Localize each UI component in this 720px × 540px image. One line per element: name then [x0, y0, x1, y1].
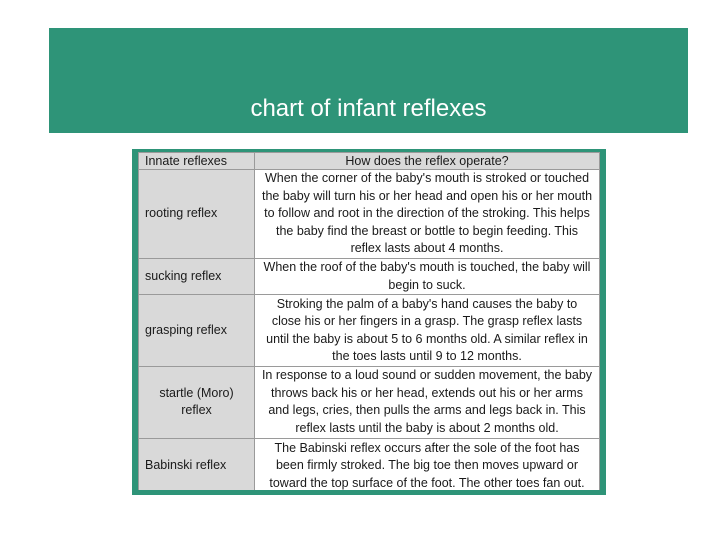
reflex-name-line: startle (Moro) [159, 385, 234, 400]
description-line: and legs, cries, then pulls the arms and legs back in. This [268, 403, 586, 418]
reflex-table [138, 152, 600, 490]
reflex-description [255, 295, 600, 367]
description-line: In response to a loud sound or sudden movement, the baby [261, 368, 593, 383]
reflex-description [255, 259, 600, 295]
description-line: reflex lasts until the baby is about 2 months old. [295, 420, 559, 435]
reflex-name-line: reflex [181, 403, 212, 418]
description-line: throws back his or her head, extends out his or her arms [271, 385, 583, 400]
description-line: toward the top surface of the foot. The other toes fan out. [269, 475, 585, 490]
column-header-operation: How does the reflex operate? [255, 153, 600, 170]
table-row [139, 295, 600, 367]
reflex-name: Babinski reflex [139, 438, 255, 490]
description-line: the baby find the breast or bottle to begin feeding. This [275, 223, 579, 238]
table-row [139, 259, 600, 295]
reflex-table-frame [132, 149, 606, 495]
reflex-table-viewport [138, 152, 600, 490]
column-header-reflexes: Innate reflexes [139, 153, 255, 170]
description-line: The Babinski reflex occurs after the sole of the foot has [274, 440, 580, 455]
description-line: the baby will turn his or her head and open his or her mouth [261, 188, 593, 203]
description-line: reflex lasts about 4 months. [350, 241, 504, 256]
description-line: the toes lasts until 9 to 12 months. [332, 349, 522, 364]
table-header-row [139, 153, 600, 170]
reflex-description [255, 438, 600, 490]
reflex-description [255, 170, 600, 259]
description-line: to follow and root in the direction of the stroking. This helps [264, 206, 590, 221]
reflex-name: rooting reflex [139, 170, 255, 259]
reflex-name [139, 367, 255, 438]
description-line: close his or her fingers in a grasp. The grasp reflex lasts [271, 314, 583, 329]
page-title: chart of infant reflexes [250, 95, 487, 122]
reflex-name: sucking reflex [139, 259, 255, 295]
description-line: When the roof of the baby's mouth is touched, the baby will [263, 260, 591, 274]
description-line: Stroking the palm of a baby's hand causes the baby to [276, 296, 578, 311]
description-line: When the corner of the baby's mouth is stroked or touched [264, 171, 590, 186]
reflex-name: grasping reflex [139, 295, 255, 367]
table-row [139, 438, 600, 490]
description-line: until the baby is about 5 to 6 months old. A similar reflex in [266, 331, 588, 346]
description-line: been firmly stroked. The big toe then moves upward or [275, 458, 578, 473]
description-line: begin to suck. [388, 277, 466, 292]
table-row [139, 170, 600, 259]
reflex-description [255, 367, 600, 438]
table-row [139, 367, 600, 438]
title-banner [49, 28, 688, 133]
